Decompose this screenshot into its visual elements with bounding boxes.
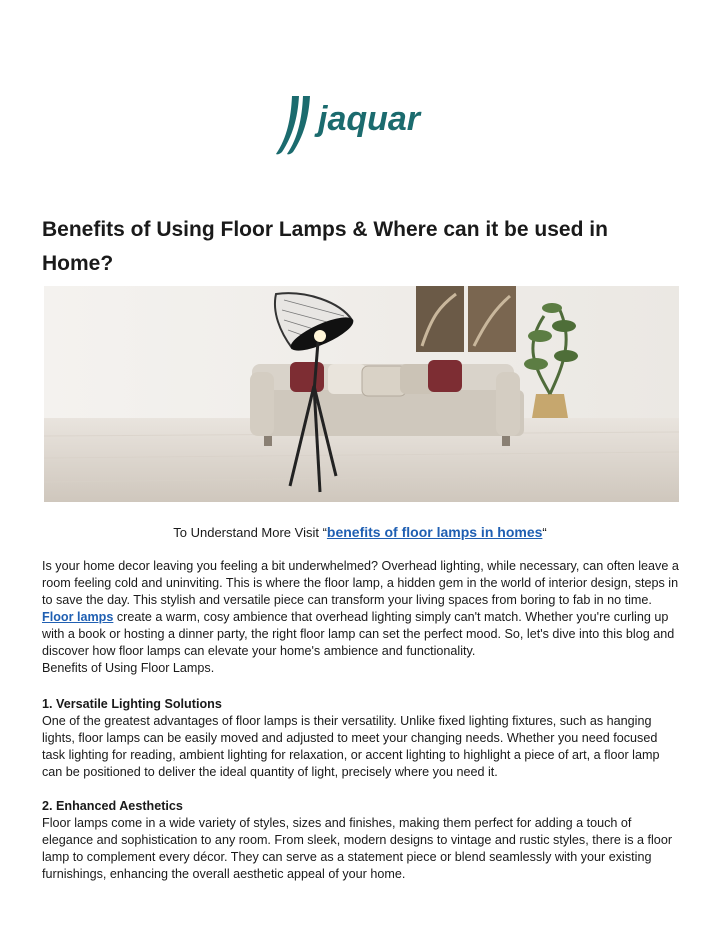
living-room-illustration <box>44 286 679 502</box>
intro-paragraph <box>42 558 682 677</box>
section-heading: 1. Versatile Lighting Solutions <box>42 697 222 711</box>
section-heading: 2. Enhanced Aesthetics <box>42 799 183 813</box>
hero-image <box>44 286 679 502</box>
section-text: Floor lamps come in a wide variety of styles, sizes and finishes, making them perfect for adding a touch of elegance and sophistication to any room. From sleek, modern designs to vintage and rustic styles, there is a floor lamp to complement every décor. They can serve as a statement piece or blend seamlessly with your existing furnishings, enhancing the overall aesthetic appeal of your home. <box>42 816 673 881</box>
section-text: One of the greatest advantages of floor lamps is their versatility. Unlike fixed lighting fixtures, such as hanging lights, floor lamps can be easily moved and adjusted to meet your changing needs. Whether you need focused task lighting for reading, ambient lighting for relaxation, or accent lighting to highlight a piece of art, a floor lamp can be positioned to deliver the ideal quantity of light, precisely where you need it. <box>42 714 660 779</box>
intro-text-after: create a warm, cosy ambience that overhead lighting simply can't match. Whether you're curling up with a book or hosting a dinner party, the right floor lamp can set the perfect mood. So, let's dive into this blog and discover how floor lamps can elevate your home's ambience and functionality. <box>42 610 675 658</box>
floor-lamps-link[interactable]: Floor lamps <box>42 610 114 624</box>
visit-prefix: To Understand More Visit “ <box>173 525 327 540</box>
jaquar-logo-mark <box>272 92 452 158</box>
section-versatile <box>42 696 682 781</box>
page-title: Benefits of Using Floor Lamps & Where can it be used in Home? <box>42 218 608 275</box>
intro-text-before: Is your home decor leaving you feeling a bit underwhelmed? Overhead lighting, while necessary, can often leave a room feeling cold and uninviting. This is where the floor lamp, a hidden gem in the world of interior design, steps in to save the day. This stylish and versatile piece can transform your living spaces from boring to fab in no time. <box>42 559 679 607</box>
visit-line <box>0 522 720 543</box>
jaquar-logo <box>272 92 452 158</box>
section-aesthetics <box>42 798 682 883</box>
brand-wordmark: jaquar <box>318 100 421 138</box>
visit-suffix: “ <box>542 525 547 540</box>
intro-subline: Benefits of Using Floor Lamps. <box>42 661 215 675</box>
sofa-icon <box>250 360 524 446</box>
benefits-link[interactable]: benefits of floor lamps in homes <box>326 524 543 540</box>
